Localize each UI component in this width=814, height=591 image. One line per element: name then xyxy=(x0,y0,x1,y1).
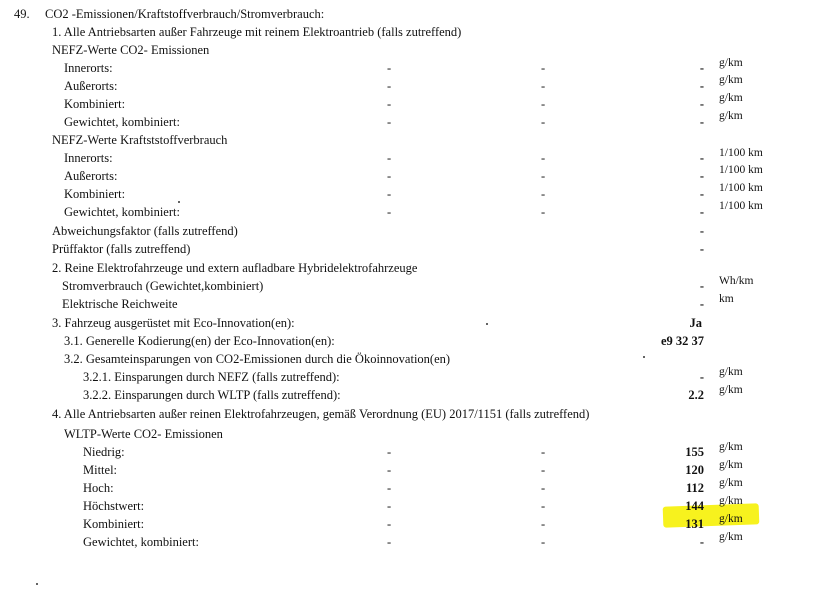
s1-heading: 1. Alle Antriebsarten außer Fahrzeuge mit reinem Elektroantrieb (falls zutreffend) xyxy=(52,25,462,39)
row-value-2: - xyxy=(541,517,546,531)
table-row xyxy=(0,92,814,116)
row-unit: g/km xyxy=(719,74,743,86)
row-unit: g/km xyxy=(719,459,743,471)
scan-speck xyxy=(486,323,488,325)
table-row xyxy=(0,531,814,554)
scan-speck xyxy=(36,583,38,585)
row-value-2: - xyxy=(541,205,546,219)
s4-heading-row xyxy=(0,408,814,426)
scan-speck xyxy=(178,201,180,203)
table-row xyxy=(0,495,814,518)
row-unit: g/km xyxy=(719,531,743,543)
row-unit: 1/100 km xyxy=(719,164,763,176)
row-value-2: - xyxy=(541,445,546,459)
row-value-1: - xyxy=(387,79,392,93)
row-value-1: - xyxy=(387,61,392,75)
row-unit: 1/100 km xyxy=(719,182,763,194)
power-consumption-label: Stromverbrauch (Gewichtet,kombiniert) xyxy=(62,279,264,293)
s3-heading-row xyxy=(0,317,814,335)
s1-nefz-co2-heading: NEFZ-Werte CO2- Emissionen xyxy=(52,43,210,57)
table-row xyxy=(0,441,814,464)
electric-range-unit: km xyxy=(719,293,734,305)
row-label: Außerorts: xyxy=(64,169,118,183)
s1-nefz-fuel-heading-row xyxy=(0,134,814,152)
savings-heading: 3.2. Gesamteinsparungen von CO2-Emissionen durch die Ökoinnovation(en) xyxy=(64,352,451,366)
row-label: Mittel: xyxy=(83,463,118,477)
row-value-1: - xyxy=(387,205,392,219)
row-value-3: - xyxy=(699,205,704,219)
section-header xyxy=(0,8,814,26)
power-consumption-value: - xyxy=(699,279,704,293)
row-value-3: 112 xyxy=(685,481,704,495)
row-label: Kombiniert: xyxy=(64,187,126,201)
savings-wltp-value: 2.2 xyxy=(688,388,704,402)
deviation-factor-row xyxy=(0,225,814,243)
row-value-3: - xyxy=(699,169,704,183)
section-title: CO2 -Emissionen/Kraftstoffverbrauch/Stromverbrauch: xyxy=(45,7,325,21)
row-label: Gewichtet, kombiniert: xyxy=(83,535,199,549)
power-consumption-unit: Wh/km xyxy=(719,275,754,287)
row-value-3: 120 xyxy=(685,463,704,477)
wltp-heading-row xyxy=(0,428,814,446)
table-row xyxy=(0,182,814,206)
row-unit: g/km xyxy=(719,441,743,453)
savings-wltp-label: 3.2.2. Einsparungen durch WLTP (falls zutreffend): xyxy=(83,388,341,402)
row-unit: 1/100 km xyxy=(719,147,763,159)
test-factor-value: - xyxy=(699,242,704,256)
row-value-2: - xyxy=(541,535,546,549)
deviation-factor-label: Abweichungsfaktor (falls zutreffend) xyxy=(52,224,238,238)
row-value-2: - xyxy=(541,169,546,183)
row-label: Außerorts: xyxy=(64,79,118,93)
test-factor-label: Prüffaktor (falls zutreffend) xyxy=(52,242,191,256)
power-consumption-row xyxy=(0,275,814,298)
table-row xyxy=(0,459,814,482)
row-value-3: - xyxy=(699,61,704,75)
row-value-1: - xyxy=(387,445,392,459)
table-row xyxy=(0,513,814,536)
row-value-2: - xyxy=(541,151,546,165)
eco-code-label: 3.1. Generelle Kodierung(en) der Eco-Innovation(en): xyxy=(64,334,335,348)
s1-nefz-fuel-heading: NEFZ-Werte Kraftststoffverbrauch xyxy=(52,133,228,147)
row-value-2: - xyxy=(541,187,546,201)
row-unit: g/km xyxy=(719,477,743,489)
row-value-3: - xyxy=(699,151,704,165)
table-row xyxy=(0,57,814,80)
s3-heading-value: Ja xyxy=(689,316,702,330)
s2-heading-row xyxy=(0,262,814,280)
row-value-1: - xyxy=(387,463,392,477)
row-value-2: - xyxy=(541,481,546,495)
eco-code-value: e9 32 37 xyxy=(660,334,704,348)
row-value-1: - xyxy=(387,115,392,129)
row-unit: g/km xyxy=(719,495,743,507)
electric-range-value: - xyxy=(699,297,704,311)
s1-heading-row xyxy=(0,26,814,44)
row-value-2: - xyxy=(541,97,546,111)
row-value-3: - xyxy=(699,115,704,129)
section-number: 49. xyxy=(14,7,30,21)
row-value-1: - xyxy=(387,535,392,549)
row-value-3: 144 xyxy=(685,499,704,513)
row-value-2: - xyxy=(541,463,546,477)
row-value-1: - xyxy=(387,517,392,531)
row-value-3: - xyxy=(699,79,704,93)
row-value-3: - xyxy=(699,97,704,111)
electric-range-label: Elektrische Reichweite xyxy=(62,297,178,311)
s3-heading: 3. Fahrzeug ausgerüstet mit Eco-Innovation(en): xyxy=(52,316,295,330)
row-value-1: - xyxy=(387,97,392,111)
row-value-1: - xyxy=(387,187,392,201)
row-label: Innerorts: xyxy=(64,61,113,75)
row-value-2: - xyxy=(541,61,546,75)
row-label: Innerorts: xyxy=(64,151,113,165)
row-value-3: - xyxy=(699,535,704,549)
savings-nefz-row xyxy=(0,366,814,389)
s4-heading: 4. Alle Antriebsarten außer reinen Elektrofahrzeugen, gemäß Verordnung (EU) 2017/1151 (falls zutreffend) xyxy=(52,407,590,421)
row-value-3: - xyxy=(699,187,704,201)
table-row xyxy=(0,477,814,500)
row-unit: g/km xyxy=(719,513,743,525)
row-value-1: - xyxy=(387,481,392,495)
row-label: Kombiniert: xyxy=(64,97,126,111)
row-label: Gewichtet, kombiniert: xyxy=(64,115,180,129)
row-unit: 1/100 km xyxy=(719,200,763,212)
table-row xyxy=(0,110,814,134)
row-value-3: 131 xyxy=(685,517,704,531)
savings-wltp-unit: g/km xyxy=(719,384,743,396)
scan-speck xyxy=(643,356,645,358)
row-value-2: - xyxy=(541,79,546,93)
row-label: Hoch: xyxy=(83,481,114,495)
s2-heading: 2. Reine Elektrofahrzeuge und extern aufladbare Hybridelektrofahrzeuge xyxy=(52,261,418,275)
s1-nefz-co2-heading-row xyxy=(0,44,814,62)
table-row xyxy=(0,147,814,170)
savings-nefz-label: 3.2.1. Einsparungen durch NEFZ (falls zutreffend): xyxy=(83,370,340,384)
row-unit: g/km xyxy=(719,92,743,104)
row-value-1: - xyxy=(387,169,392,183)
row-label: Höchstwert: xyxy=(83,499,145,513)
table-row xyxy=(0,164,814,188)
row-label: Kombiniert: xyxy=(83,517,145,531)
deviation-factor-value: - xyxy=(699,224,704,238)
table-row xyxy=(0,74,814,98)
wltp-heading: WLTP-Werte CO2- Emissionen xyxy=(64,427,223,441)
savings-nefz-unit: g/km xyxy=(719,366,743,378)
savings-nefz-value: - xyxy=(699,370,704,384)
row-value-2: - xyxy=(541,499,546,513)
table-row xyxy=(0,200,814,224)
row-unit: g/km xyxy=(719,57,743,69)
row-value-1: - xyxy=(387,151,392,165)
row-value-2: - xyxy=(541,115,546,129)
electric-range-row xyxy=(0,293,814,316)
row-value-1: - xyxy=(387,499,392,513)
eco-code-row xyxy=(0,335,814,353)
test-factor-row xyxy=(0,243,814,261)
savings-wltp-row xyxy=(0,384,814,407)
row-value-3: 155 xyxy=(685,445,704,459)
row-label: Niedrig: xyxy=(83,445,125,459)
savings-heading-row xyxy=(0,353,814,371)
row-label: Gewichtet, kombiniert: xyxy=(64,205,180,219)
row-unit: g/km xyxy=(719,110,743,122)
